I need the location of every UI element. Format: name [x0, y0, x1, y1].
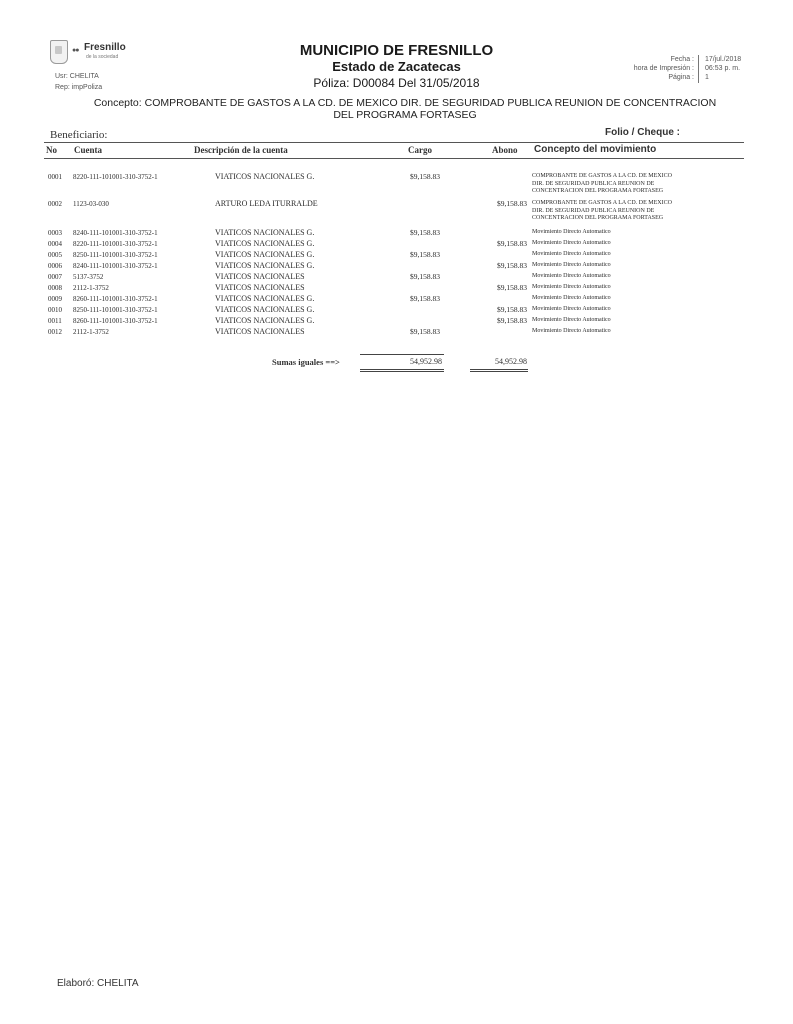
logo-tagline: de la sociedad [86, 54, 119, 60]
header-cargo: Cargo [408, 145, 432, 155]
row-descripcion: VIATICOS NACIONALES G. [215, 294, 315, 303]
row-abono: $9,158.83 [497, 261, 527, 270]
row-concepto: Movimiento Directo Automatico [532, 306, 611, 312]
header-cuenta: Cuenta [74, 145, 103, 155]
totals-cargo: 54,952.98 [410, 357, 442, 366]
meta-label: hora de Impresión : [633, 65, 694, 72]
row-cuenta: 2112-1-3752 [73, 328, 109, 336]
meta-value: 1 [705, 74, 709, 81]
row-cuenta: 5137-3752 [73, 273, 104, 281]
row-descripcion: VIATICOS NACIONALES G. [215, 239, 315, 248]
elaborated-by: Elaboró: CHELITA [57, 978, 139, 989]
row-cargo: $9,158.83 [410, 228, 440, 237]
row-concepto: COMPROBANTE DE GASTOS A LA CD. DE MEXICO DIR. DE SEGURIDAD PUBLICA REUNION DE CONCENTRACION DEL PROGRAMA FORTASEG [532, 173, 672, 194]
logo-name: Fresnillo [84, 42, 126, 53]
row-descripcion: ARTURO LEDA ITURRALDE [215, 199, 318, 208]
row-concepto: Movimiento Directo Automatico [532, 251, 611, 257]
meta-row [600, 56, 760, 65]
totals-double-rule [360, 371, 444, 372]
row-concepto: Movimiento Directo Automatico [532, 328, 611, 334]
row-cuenta: 8250-111-101001-310-3752-1 [73, 251, 158, 259]
row-descripcion: VIATICOS NACIONALES [215, 327, 305, 336]
row-concepto: Movimiento Directo Automatico [532, 262, 611, 268]
row-number: 0010 [48, 306, 62, 314]
meta-label: Página : [668, 74, 694, 81]
header-descripcion: Descripción de la cuenta [194, 145, 288, 155]
meta-label: Fecha : [670, 56, 694, 63]
row-abono: $9,158.83 [497, 239, 527, 248]
user-value: CHELITA [69, 73, 99, 80]
row-number: 0004 [48, 240, 62, 248]
totals-abono: 54,952.98 [495, 357, 527, 366]
logo-dots-icon: ●● [72, 47, 79, 54]
row-abono: $9,158.83 [497, 199, 527, 208]
meta-row [600, 74, 760, 83]
row-descripcion: VIATICOS NACIONALES [215, 272, 305, 281]
row-number: 0007 [48, 273, 62, 281]
meta-value: 06:53 p. m. [705, 65, 741, 72]
poliza-number: D00084 [352, 76, 395, 90]
header-no: No [46, 145, 57, 155]
poliza-date: Del 31/05/2018 [398, 76, 480, 90]
totals-bottom-rule [360, 369, 444, 370]
beneficiario-label: Beneficiario: [50, 129, 108, 141]
row-cuenta: 8260-111-101001-310-3752-1 [73, 317, 158, 325]
row-number: 0011 [48, 317, 62, 325]
row-cargo: $9,158.83 [410, 294, 440, 303]
row-descripcion: VIATICOS NACIONALES G. [215, 261, 315, 270]
row-number: 0002 [48, 200, 62, 208]
header-concepto: Concepto del movimiento [534, 144, 657, 155]
print-metadata [600, 56, 760, 83]
abono-bottom-rule [470, 369, 528, 370]
row-descripcion: VIATICOS NACIONALES G. [215, 305, 315, 314]
row-concepto: Movimiento Directo Automatico [532, 317, 611, 323]
concepto-line-1: COMPROBANTE DE GASTOS A LA CD. DE MEXICO DIR. DE SEGURIDAD PUBLICA REUNION DE CONCENTRACION [144, 97, 717, 109]
row-cuenta: 8220-111-101001-310-3752-1 [73, 240, 158, 248]
row-cuenta: 8240-111-101001-310-3752-1 [73, 262, 158, 270]
row-concepto: Movimiento Directo Automatico [532, 229, 611, 235]
row-cargo: $9,158.83 [410, 327, 440, 336]
row-abono: $9,158.83 [497, 305, 527, 314]
row-number: 0006 [48, 262, 62, 270]
report-value: impPoliza [71, 84, 103, 91]
row-cuenta: 8260-111-101001-310-3752-1 [73, 295, 158, 303]
row-concepto: Movimiento Directo Automatico [532, 240, 611, 246]
row-abono: $9,158.83 [497, 316, 527, 325]
row-cuenta: 2112-1-3752 [73, 284, 109, 292]
row-number: 0009 [48, 295, 62, 303]
row-cargo: $9,158.83 [410, 250, 440, 259]
row-number: 0003 [48, 229, 62, 237]
totals-top-rule [360, 354, 444, 355]
row-number: 0012 [48, 328, 62, 336]
row-descripcion: VIATICOS NACIONALES G. [215, 228, 315, 237]
row-cuenta: 8240-111-101001-310-3752-1 [73, 229, 158, 237]
totals-label: Sumas iguales ==> [272, 357, 340, 367]
row-number: 0005 [48, 251, 62, 259]
row-concepto: Movimiento Directo Automatico [532, 284, 611, 290]
report-label: Rep: [55, 84, 70, 91]
row-descripcion: VIATICOS NACIONALES G. [215, 250, 315, 259]
poliza-label: Póliza: [313, 76, 350, 90]
row-descripcion: VIATICOS NACIONALES G. [215, 172, 315, 181]
folio-cheque-label: Folio / Cheque : [605, 127, 680, 138]
meta-row [600, 65, 760, 74]
table-header [44, 142, 744, 159]
row-cuenta: 1123-03-030 [73, 200, 109, 208]
user-label: Usr: [55, 73, 68, 80]
page-subtitle: Estado de Zacatecas [332, 59, 461, 74]
row-descripcion: VIATICOS NACIONALES [215, 283, 305, 292]
page-title: MUNICIPIO DE FRESNILLO [299, 42, 494, 59]
concepto-label: Concepto: [93, 97, 142, 109]
row-concepto: Movimiento Directo Automatico [532, 295, 611, 301]
abono-double-rule [470, 371, 528, 372]
concepto-line-2: DEL PROGRAMA FORTASEG [333, 109, 477, 121]
row-concepto: Movimiento Directo Automatico [532, 273, 611, 279]
row-cuenta: 8220-111-101001-310-3752-1 [73, 173, 158, 181]
row-descripcion: VIATICOS NACIONALES G. [215, 316, 315, 325]
header-abono: Abono [492, 145, 518, 155]
row-cargo: $9,158.83 [410, 172, 440, 181]
concepto-block [55, 97, 755, 121]
row-number: 0001 [48, 173, 62, 181]
row-abono: $9,158.83 [497, 283, 527, 292]
meta-value: 17/jul./2018 [705, 56, 742, 63]
row-cargo: $9,158.83 [410, 272, 440, 281]
row-number: 0008 [48, 284, 62, 292]
row-cuenta: 8250-111-101001-310-3752-1 [73, 306, 158, 314]
row-concepto: COMPROBANTE DE GASTOS A LA CD. DE MEXICO DIR. DE SEGURIDAD PUBLICA REUNION DE CONCENTRACION DEL PROGRAMA FORTASEG [532, 200, 672, 221]
meta-separator [698, 73, 699, 83]
